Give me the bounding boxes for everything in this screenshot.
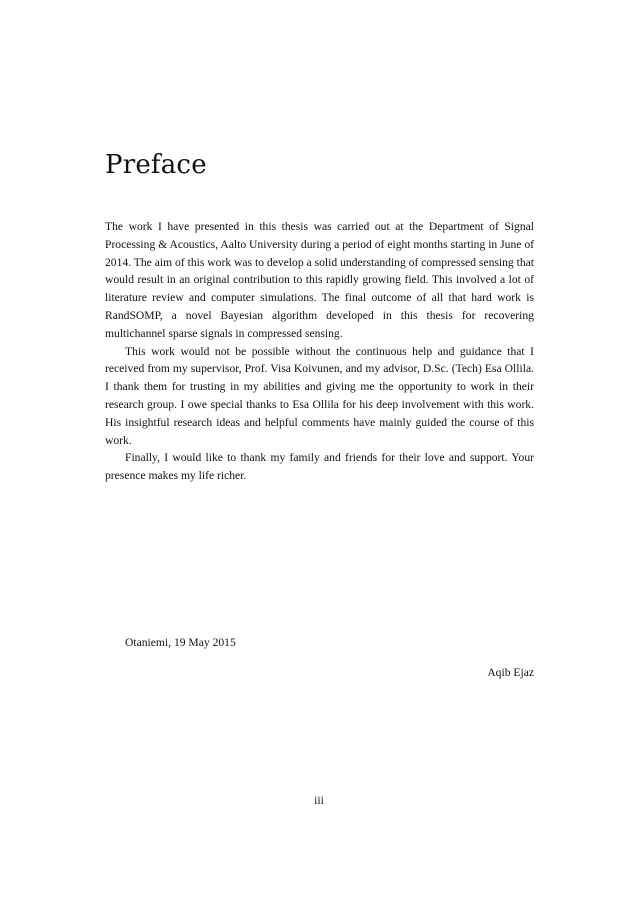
preface-body: [105, 218, 534, 485]
paragraph-1: The work I have presented in this thesis was carried out at the Department of Signal Processing & Acoustics, Aalto University during a period of eight months starting in June of 2014. The aim of this work was to develop a solid understanding of compressed sensing that would result in an original contribution to this rapidly growing field. This involved a lot of literature review and computer simulations. The final outcome of all that hard work is RandSOMP, a novel Bayesian algorithm developed in this thesis for recovering multichannel sparse signals in compressed sensing.: [105, 220, 534, 340]
paragraph-3: Finally, I would like to thank my family and friends for their love and support. Your presence makes my life richer.: [105, 451, 534, 483]
paragraph-2: This work would not be possible without the continuous help and guidance that I received from my supervisor, Prof. Visa Koivunen, and my advisor, D.Sc. (Tech) Esa Ollila. I thank them for trusting in my abilities and giving me the opportunity to work in their research group. I owe special thanks to Esa Ollila for his deep involvement with this work. His insightful research ideas and helpful comments have mainly guided the course of this work.: [105, 344, 534, 447]
place-date: Otaniemi, 19 May 2015: [125, 636, 236, 649]
page-number: iii: [314, 794, 324, 807]
page-title: Preface: [105, 150, 207, 180]
author-name: Aqib Ejaz: [487, 666, 534, 679]
